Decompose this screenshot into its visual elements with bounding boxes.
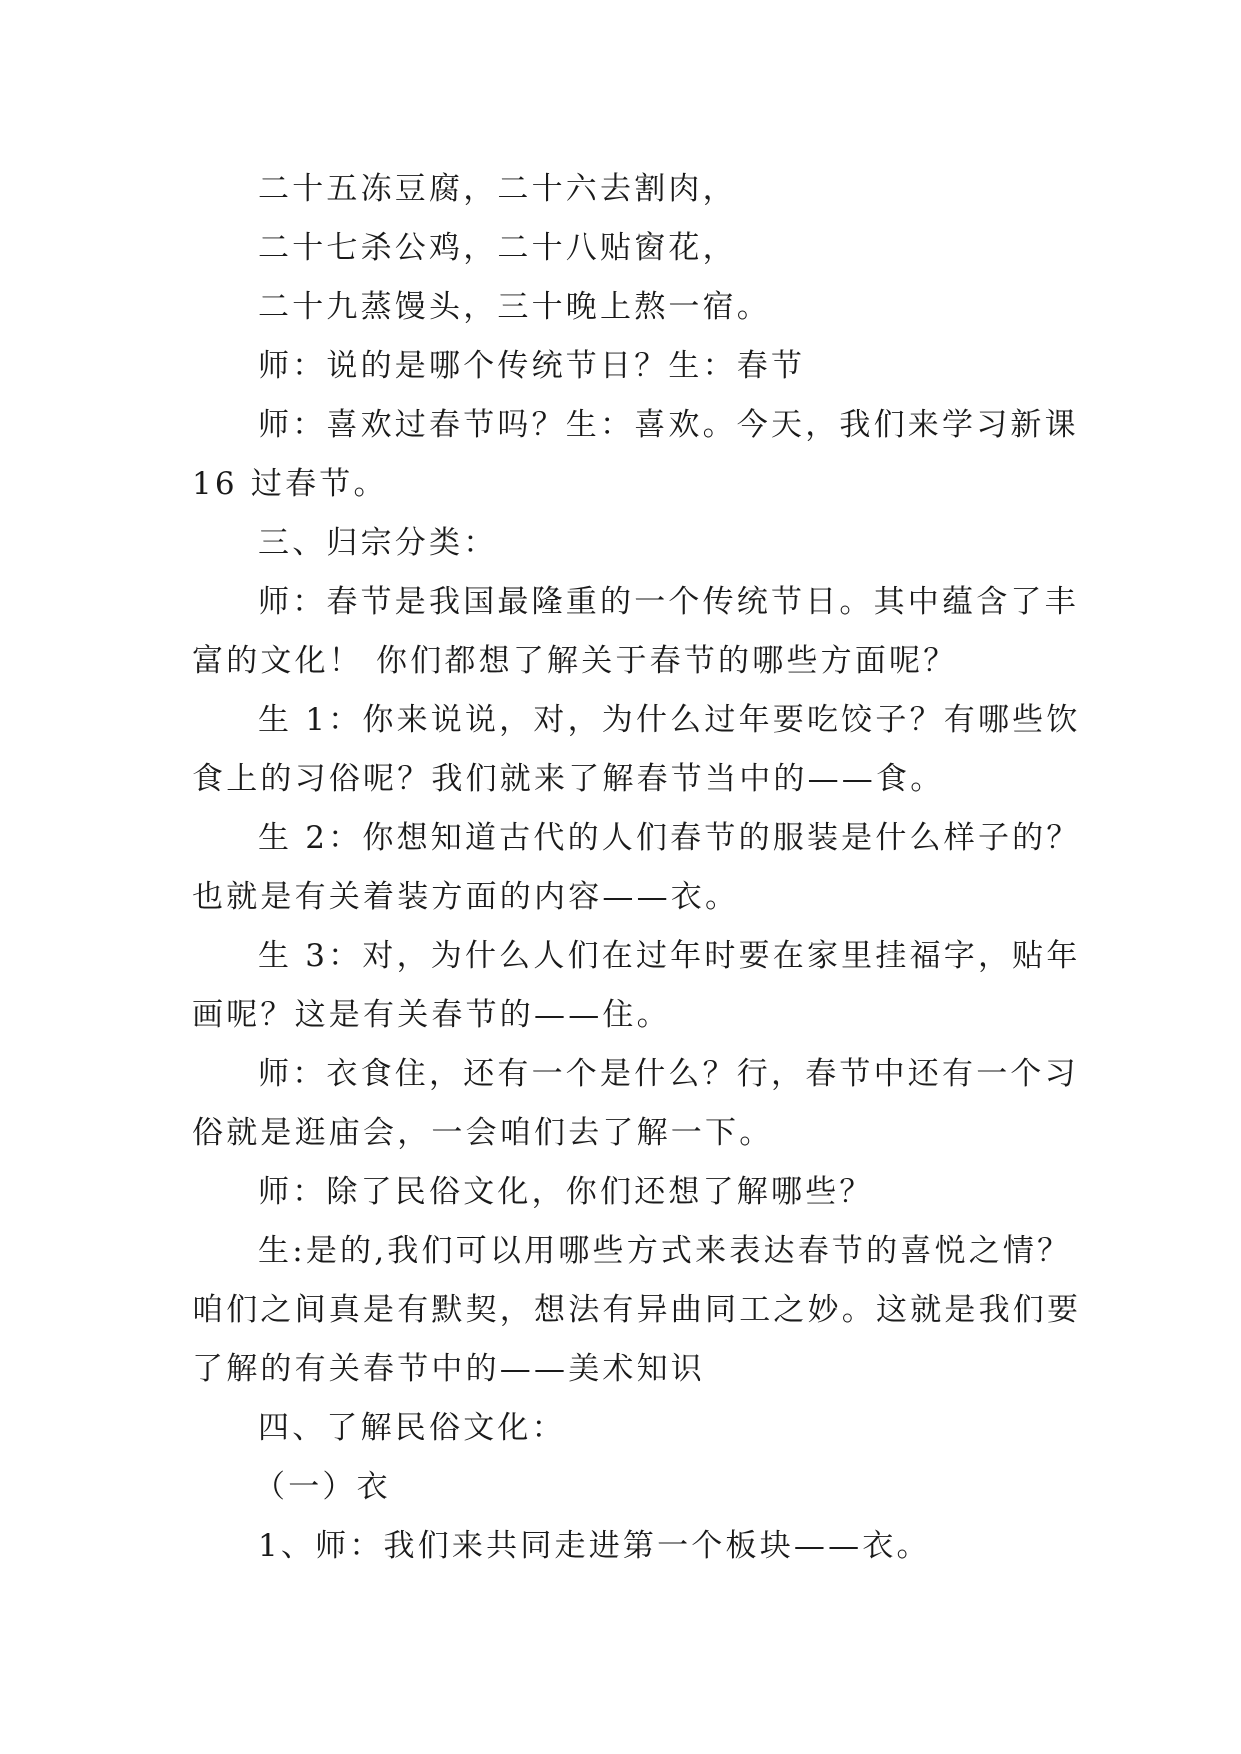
text-line: 师：喜欢过春节吗？生：喜欢。今天，我们来学习新课 — [258, 407, 1079, 443]
text-line: 生:是的,我们可以用哪些方式来表达春节的喜悦之情？ — [258, 1233, 1072, 1269]
section-heading: 三、归宗分类： — [258, 525, 498, 561]
text-line: 二十九蒸馒头，三十晚上熬一宿。 — [258, 289, 771, 325]
text-line: 二十五冻豆腐，二十六去割肉， — [258, 171, 737, 207]
text-line: 富的文化！ 你们都想了解关于春节的哪些方面呢？ — [192, 643, 958, 679]
section-heading: 四、了解民俗文化： — [258, 1410, 566, 1446]
text-line: 生 1：你来说说，对，为什么过年要吃饺子？有哪些饮 — [258, 702, 1081, 738]
text-line: 也就是有关着装方面的内容——衣。 — [192, 879, 740, 915]
text-line: 画呢？这是有关春节的——住。 — [192, 997, 671, 1033]
text-line: 了解的有关春节中的——美术知识 — [192, 1351, 705, 1387]
subsection-heading: （一）衣 — [254, 1469, 391, 1505]
text-line: 食上的习俗呢？我们就来了解春节当中的——食。 — [192, 761, 945, 797]
text-line: 咱们之间真是有默契，想法有异曲同工之妙。这就是我们要 — [192, 1292, 1082, 1328]
text-line: 师：除了民俗文化，你们还想了解哪些？ — [258, 1174, 874, 1210]
text-line: 生 3：对，为什么人们在过年时要在家里挂福字，贴年 — [258, 938, 1081, 974]
text-line: 生 2：你想知道古代的人们春节的服装是什么样子的？ — [258, 820, 1081, 856]
text-line: 俗就是逛庙会，一会咱们去了解一下。 — [192, 1115, 774, 1151]
text-line: 师：春节是我国最隆重的一个传统节日。其中蕴含了丰 — [258, 584, 1079, 620]
text-line: 16 过春节。 — [192, 466, 388, 502]
text-line: 二十七杀公鸡，二十八贴窗花， — [258, 230, 737, 266]
text-line: 1、师：我们来共同走进第一个板块——衣。 — [258, 1528, 931, 1564]
text-line: 师：说的是哪个传统节日？生：春节 — [258, 348, 806, 384]
document-body — [192, 160, 1082, 1576]
text-line: 师：衣食住，还有一个是什么？行，春节中还有一个习 — [258, 1056, 1079, 1092]
